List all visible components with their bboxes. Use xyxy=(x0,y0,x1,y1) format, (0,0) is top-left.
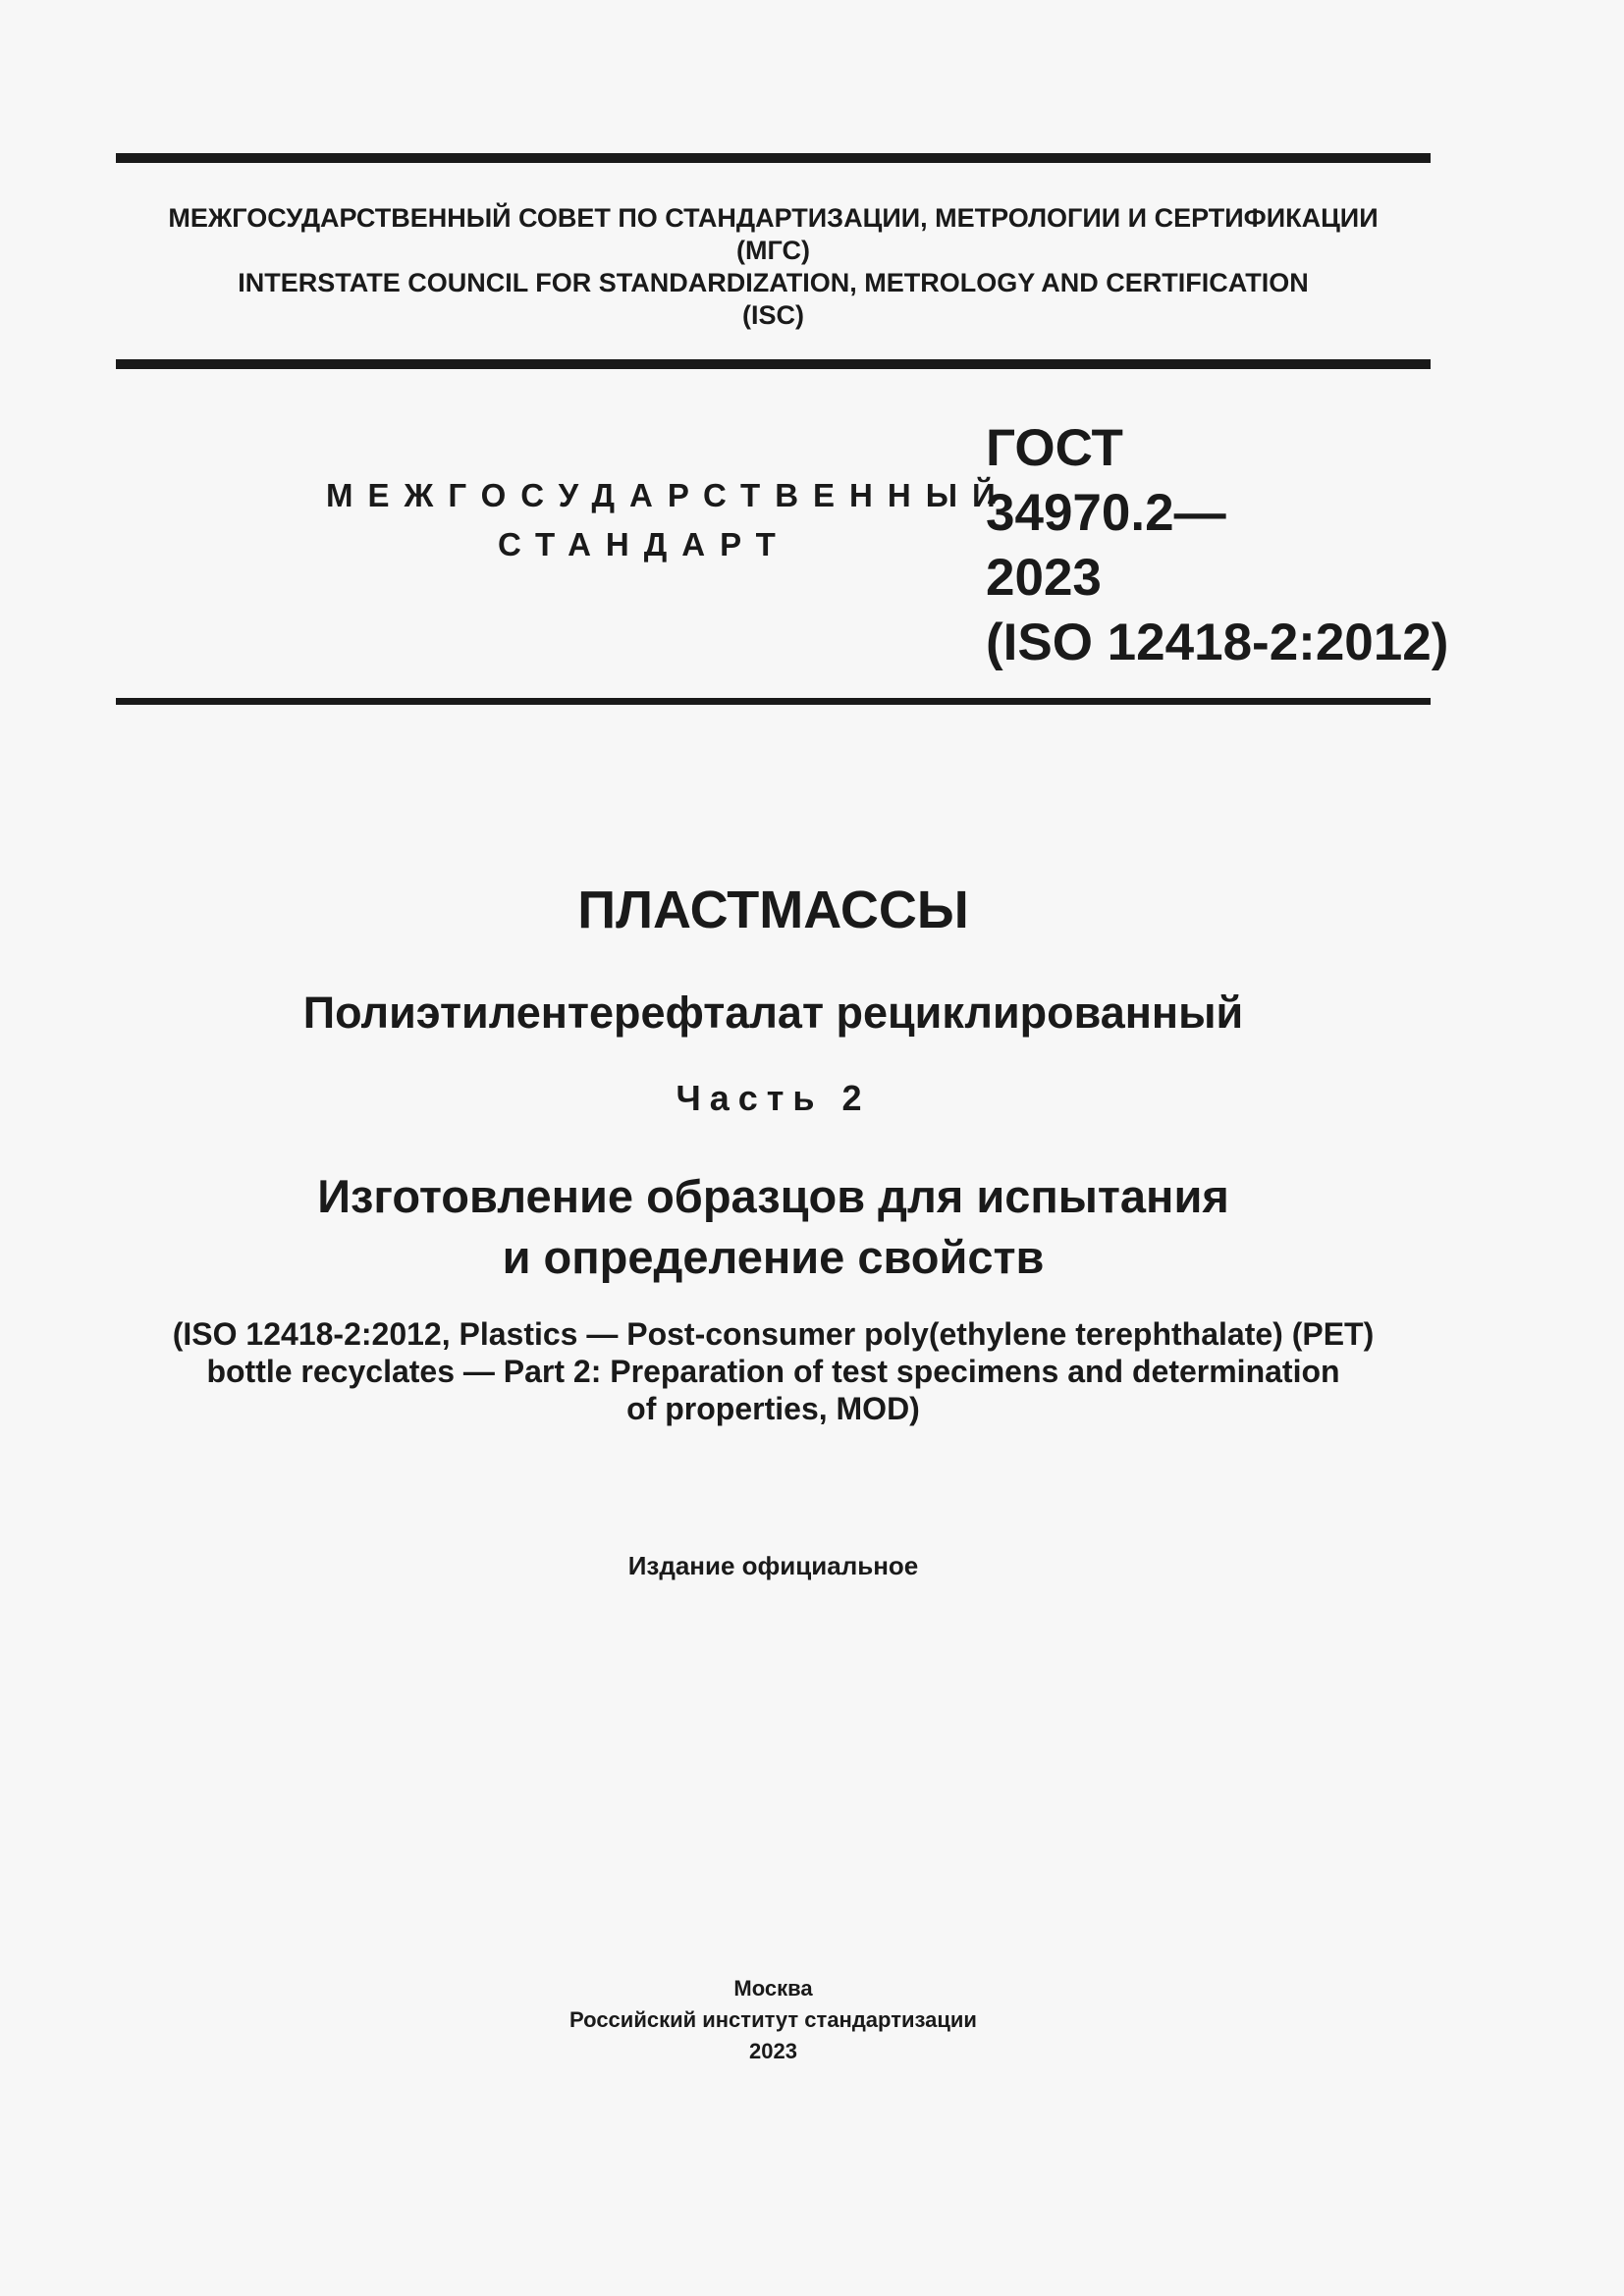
iso-reference-line3: of properties, MOD) xyxy=(626,1391,920,1426)
council-name-ru: МЕЖГОСУДАРСТВЕННЫЙ СОВЕТ ПО СТАНДАРТИЗАЦИИ, МЕТРОЛОГИИ И СЕРТИФИКАЦИИ xyxy=(168,203,1379,233)
part-title-line1: Изготовление образцов для испытания xyxy=(317,1170,1229,1222)
part-title-line2: и определение свойств xyxy=(502,1231,1045,1283)
council-header xyxy=(116,202,1431,332)
council-abbr-ru: (МГС) xyxy=(736,236,810,265)
document-title: ПЛАСТМАССЫ xyxy=(577,881,969,939)
part-title xyxy=(116,1166,1431,1288)
document-part: Часть 2 xyxy=(676,1078,871,1118)
council-name-en: INTERSTATE COUNCIL FOR STANDARDIZATION, METROLOGY AND CERTIFICATION xyxy=(238,268,1309,297)
iso-reference xyxy=(116,1315,1431,1427)
publication-year: 2023 xyxy=(749,2039,797,2063)
standard-type-label xyxy=(295,471,1010,569)
designation-line2: 34970.2— xyxy=(986,484,1226,542)
header-rule xyxy=(116,359,1431,369)
iso-reference-line1: (ISO 12418-2:2012, Plastics — Post-consumer poly(ethylene terephthalate) (PET) xyxy=(172,1316,1375,1352)
council-abbr-en: (ISC) xyxy=(742,300,804,330)
publisher-block xyxy=(116,1973,1431,2067)
publisher-institute: Российский институт стандартизации xyxy=(569,2007,977,2032)
designation-rule xyxy=(116,698,1431,705)
top-rule xyxy=(116,153,1431,163)
edition-note: Издание официальное xyxy=(627,1551,919,1580)
standard-type-line1: МЕЖГОСУДАРСТВЕННЫЙ xyxy=(326,477,1010,513)
standard-designation xyxy=(986,416,1448,675)
designation-line4: (ISO 12418-2:2012) xyxy=(986,614,1449,671)
iso-reference-line2: bottle recyclates — Part 2: Preparation of test specimens and determination xyxy=(206,1354,1340,1389)
standard-type-line2: СТАНДАРТ xyxy=(498,526,790,562)
designation-line1: ГОСТ xyxy=(986,419,1123,477)
designation-line3: 2023 xyxy=(986,549,1102,607)
document-subtitle: Полиэтилентерефталат рециклированный xyxy=(302,988,1244,1038)
publisher-city: Москва xyxy=(733,1976,813,2001)
